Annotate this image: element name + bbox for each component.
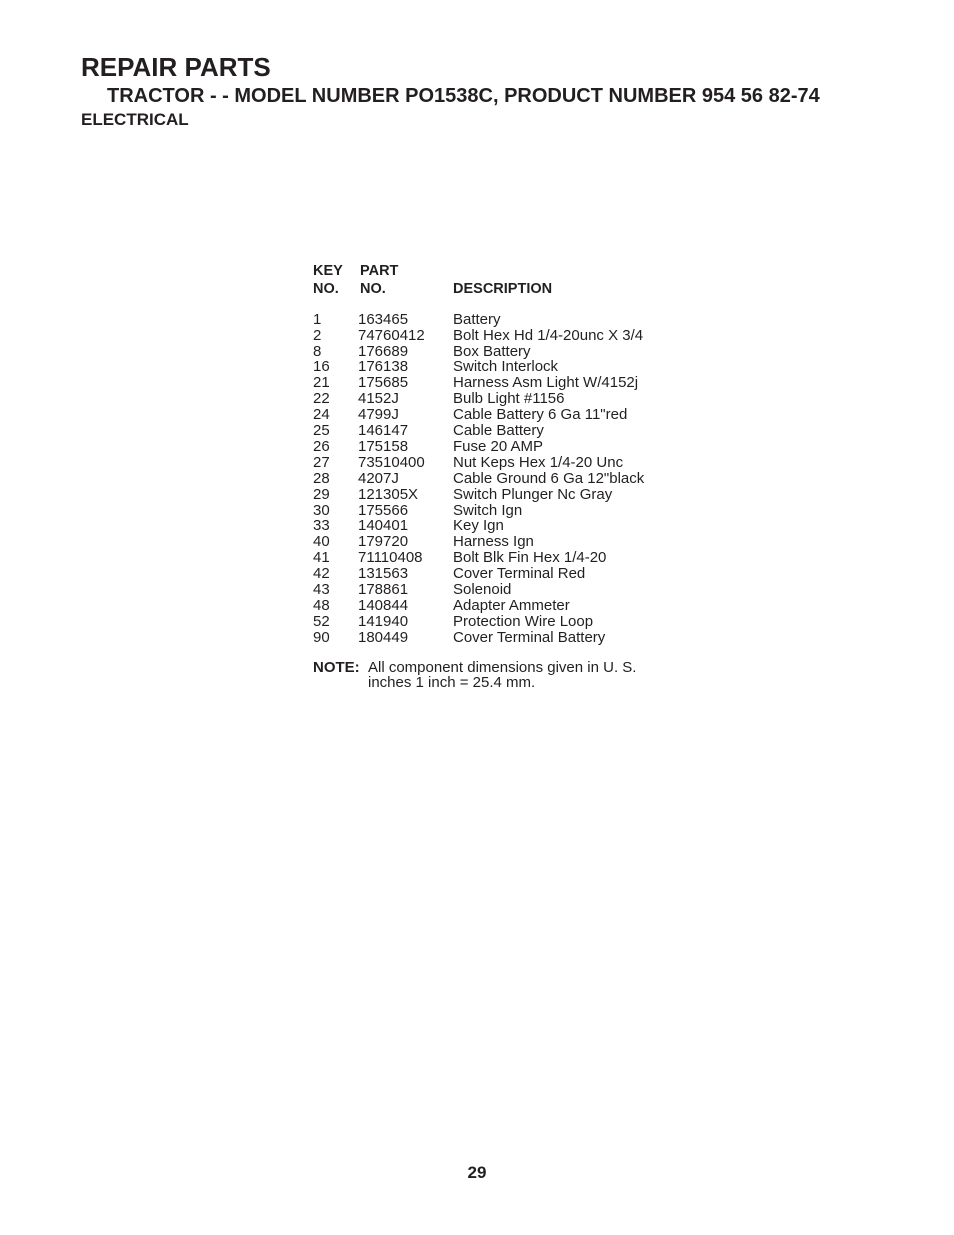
key-no: 1 — [313, 310, 322, 328]
part-no: 178861 — [358, 580, 409, 598]
part-no: 74760412 — [358, 326, 425, 344]
table-row — [313, 534, 658, 550]
table-row — [313, 598, 658, 614]
table-header-top — [313, 264, 658, 280]
description: Battery — [453, 310, 501, 328]
table-row — [313, 407, 658, 423]
part-no: 175685 — [358, 374, 409, 392]
key-no: 28 — [313, 469, 330, 487]
table-row — [313, 503, 658, 519]
table-row — [313, 455, 658, 471]
table-row — [313, 359, 658, 375]
table-row — [313, 630, 658, 646]
table-row — [313, 566, 658, 582]
parts-rows — [313, 312, 658, 646]
part-no: 146147 — [358, 422, 409, 440]
key-no: 42 — [313, 565, 330, 583]
description: Adapter Ammeter — [453, 596, 570, 614]
description: Switch Plunger Nc Gray — [453, 485, 613, 503]
key-no: 90 — [313, 628, 330, 646]
page-number: 29 — [467, 1163, 487, 1182]
part-no: 4799J — [358, 406, 399, 424]
key-no: 2 — [313, 326, 322, 344]
part-no: 176138 — [358, 358, 409, 376]
description: Bolt Blk Fin Hex 1/4-20 — [453, 549, 607, 567]
part-no: 180449 — [358, 628, 409, 646]
table-header-bottom — [313, 282, 658, 298]
header-part: PART — [360, 263, 399, 279]
header-key: KEY — [313, 263, 343, 279]
note — [313, 660, 658, 691]
description: Cover Terminal Red — [453, 565, 586, 583]
description: Harness Ign — [453, 533, 534, 551]
description: Harness Asm Light W/4152j — [453, 374, 639, 392]
part-no: 121305X — [358, 485, 419, 503]
table-row — [313, 582, 658, 598]
section-title: ELECTRICAL — [81, 110, 189, 129]
description: Box Battery — [453, 342, 531, 360]
key-no: 26 — [313, 437, 330, 455]
part-no: 73510400 — [358, 453, 425, 471]
note-text: All component dimensions given in U. S. inches 1 inch = 25.4 mm. — [368, 658, 637, 692]
key-no: 25 — [313, 422, 330, 440]
description: Protection Wire Loop — [453, 612, 594, 630]
table-row — [313, 614, 658, 630]
part-no: 179720 — [358, 533, 409, 551]
part-no: 141940 — [358, 612, 409, 630]
description: Bolt Hex Hd 1/4-20unc X 3/4 — [453, 326, 644, 344]
table-row — [313, 439, 658, 455]
description: Cable Battery — [453, 422, 544, 440]
description: Fuse 20 AMP — [453, 437, 544, 455]
key-no: 27 — [313, 453, 330, 471]
description: Switch Interlock — [453, 358, 559, 376]
key-no: 40 — [313, 533, 330, 551]
description: Cable Ground 6 Ga 12"black — [453, 469, 645, 487]
description: Key Ign — [453, 517, 504, 535]
header-key-no: NO. — [313, 280, 339, 297]
key-no: 52 — [313, 612, 330, 630]
part-no: 131563 — [358, 565, 409, 583]
key-no: 22 — [313, 390, 330, 408]
header-description: DESCRIPTION — [453, 280, 553, 297]
part-no: 140401 — [358, 517, 409, 535]
part-no: 71110408 — [358, 549, 423, 567]
part-no: 140844 — [358, 596, 409, 614]
key-no: 24 — [313, 406, 330, 424]
parts-list — [313, 264, 658, 691]
part-no: 4152J — [358, 390, 399, 408]
key-no: 21 — [313, 374, 330, 392]
table-row — [313, 423, 658, 439]
table-row — [313, 375, 658, 391]
description: Bulb Light #1156 — [453, 390, 565, 408]
table-row — [313, 518, 658, 534]
key-no: 29 — [313, 485, 330, 503]
part-no: 175158 — [358, 437, 409, 455]
table-row — [313, 550, 658, 566]
description: Nut Keps Hex 1/4-20 Unc — [453, 453, 624, 471]
table-row — [313, 391, 658, 407]
key-no: 33 — [313, 517, 330, 535]
key-no: 16 — [313, 358, 330, 376]
table-row — [313, 328, 658, 344]
note-label: NOTE: — [313, 658, 360, 676]
description: Cable Battery 6 Ga 11"red — [453, 406, 628, 424]
key-no: 8 — [313, 342, 322, 360]
part-no: 163465 — [358, 310, 409, 328]
header-part-no: NO. — [360, 280, 386, 297]
key-no: 48 — [313, 596, 330, 614]
part-no: 175566 — [358, 501, 409, 519]
table-row — [313, 487, 658, 503]
table-row — [313, 344, 658, 360]
part-no: 4207J — [358, 469, 399, 487]
part-no: 176689 — [358, 342, 409, 360]
description: Switch Ign — [453, 501, 523, 519]
table-row — [313, 471, 658, 487]
page-title: REPAIR PARTS — [81, 52, 271, 82]
table-row — [313, 312, 658, 328]
key-no: 30 — [313, 501, 330, 519]
description: Solenoid — [453, 580, 512, 598]
page-subtitle: TRACTOR - - MODEL NUMBER PO1538C, PRODUCT NUMBER 954 56 82-74 — [107, 85, 820, 107]
description: Cover Terminal Battery — [453, 628, 606, 646]
key-no: 43 — [313, 580, 330, 598]
key-no: 41 — [313, 549, 330, 567]
